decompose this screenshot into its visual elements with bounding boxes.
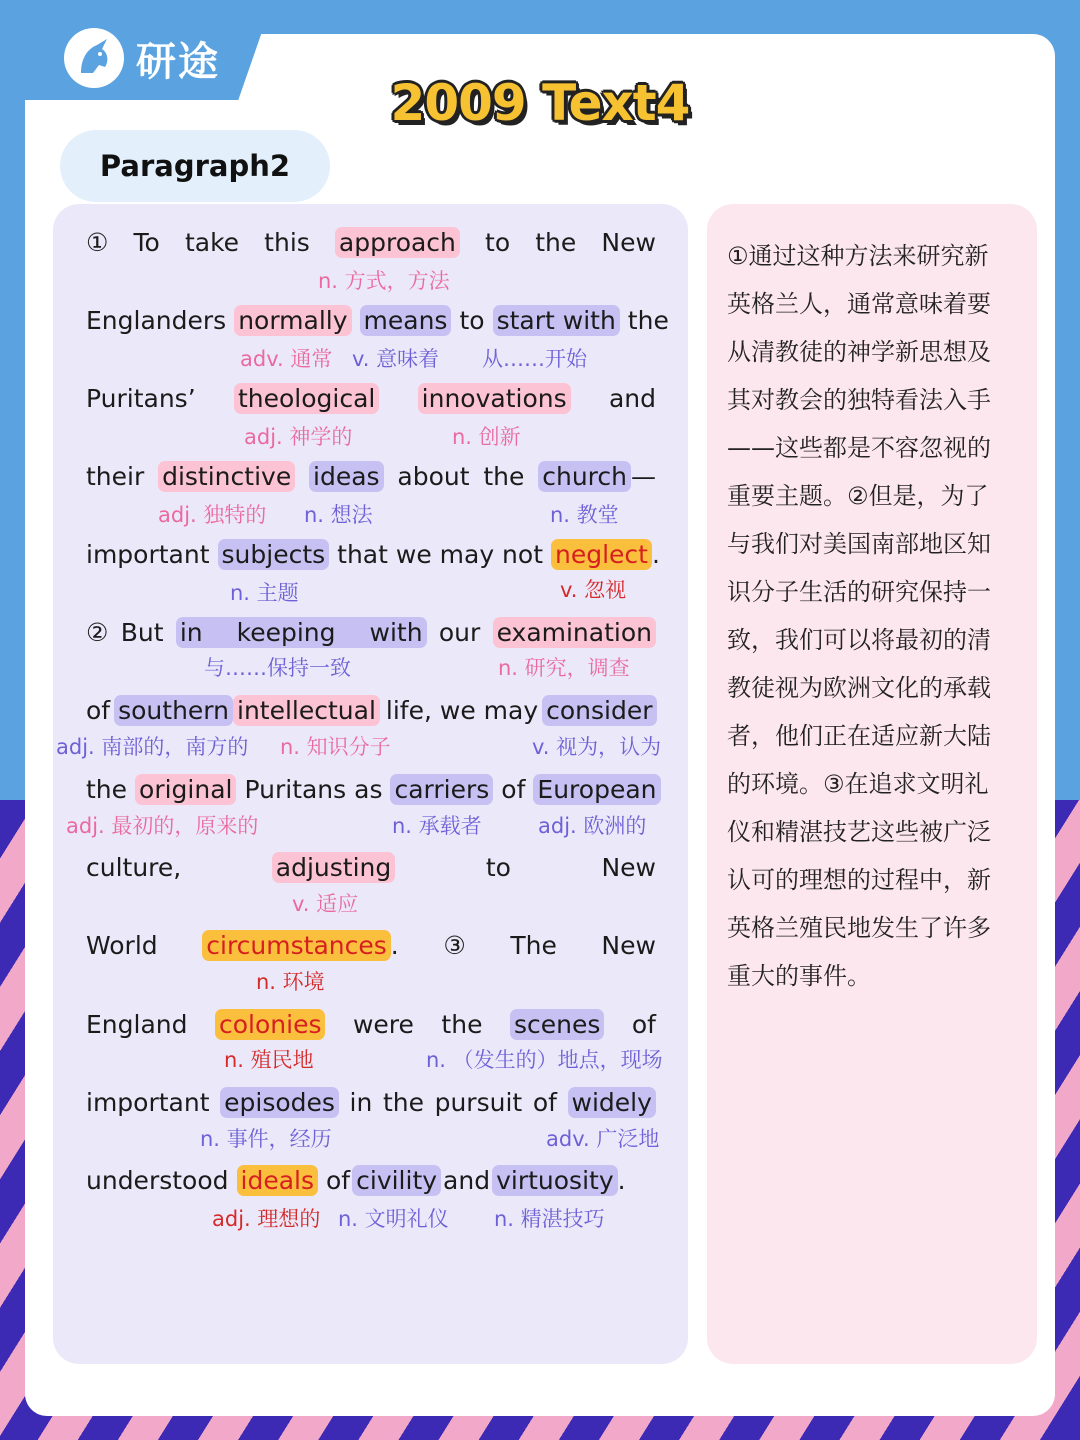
sentence-marker: ③ [443,930,466,960]
text-line-4 [86,454,656,498]
gloss-episodes: n. 事件，经历 [200,1127,332,1151]
word: to [459,305,485,335]
translation-line: 英格兰殖民地发生了许多 [727,914,991,942]
gloss-ideas: n. 想法 [304,503,373,527]
sentence-marker: ① [86,227,109,257]
translation-line: 重大的事件。 [727,962,871,990]
vocab-ideals: ideals [237,1165,319,1196]
vocab-episodes: episodes [220,1087,339,1118]
gloss-carriers: n. 承载者 [392,814,482,838]
word: the [535,227,577,257]
page-title: 2009 Text4 [390,74,690,132]
dash: — [631,461,656,491]
word: with [369,617,423,647]
gloss-normally: adv. 通常 [240,347,333,371]
translation-line: 者，他们正在适应新大陆 [727,722,991,750]
vocab-widely: widely [568,1087,656,1118]
word: the [86,774,128,804]
gloss-virtuosity: n. 精湛技巧 [494,1207,605,1231]
word: of [501,774,526,804]
word: New [601,930,656,960]
translation-line: 仪和精湛技艺这些被广泛 [727,818,991,846]
word: in [179,617,203,647]
vocab-church: church [538,461,631,492]
word: pursuit [434,1087,523,1117]
text-line-13 [86,1158,656,1202]
vocab-means: means [360,305,452,336]
vocab-scenes: scenes [510,1009,604,1040]
word: and [608,383,656,413]
paragraph-label: Paragraph2 [60,130,330,202]
text-line-12 [86,1080,656,1124]
gloss-southern: adj. 南部的，南方的 [56,735,249,759]
chinese-translation [727,232,1019,1000]
word: World [86,930,158,960]
gloss-theological: adj. 神学的 [244,425,353,449]
period: . [617,1165,626,1195]
word: their [86,461,145,491]
word: the [441,1009,483,1039]
text-line-11 [86,1002,656,1046]
word: important [86,1087,210,1117]
period: . [390,930,399,960]
word: this [264,227,310,257]
word: to [485,852,511,882]
gloss-adjusting: v. 适应 [292,892,359,916]
gloss-intellectual: n. 知识分子 [280,735,391,759]
vocab-approach: approach [335,227,460,258]
gloss-means: v. 意味着 [352,347,440,371]
word: take [184,227,240,257]
text-line-9 [86,845,656,889]
vocab-adjusting: adjusting [272,852,395,883]
text-line-3 [86,376,656,420]
word: understood [86,1165,229,1195]
vocab-intellectual: intellectual [233,695,380,726]
gloss-widely: adv. 广泛地 [546,1127,660,1151]
vocab-start-with: start with [493,305,620,336]
text-line-7 [86,688,656,732]
translation-line: 识分子生活的研究保持一 [727,578,991,606]
gloss-start-with: 从……开始 [482,347,587,371]
gloss-innovations: n. 创新 [452,425,521,449]
translation-line: 认可的理想的过程中，新 [727,866,991,894]
translation-line: ①通过这种方法来研究新 [727,242,989,270]
vocab-original: original [135,774,236,805]
word: that we may not [337,539,544,569]
word: the [382,1087,424,1117]
gloss-consider: v. 视为，认为 [532,735,662,759]
vocab-theological: theological [234,383,379,414]
gloss-scenes: n. （发生的）地点，现场 [426,1048,663,1072]
word: The [510,930,557,960]
text-line-1 [86,220,656,264]
translation-line: 英格兰人，通常意味着要 [727,290,991,318]
vocab-virtuosity: virtuosity [492,1165,618,1196]
word: life, we may [385,695,539,725]
translation-line: 教徒视为欧洲文化的承载 [727,674,991,702]
word: New [601,227,656,257]
word: England [86,1009,188,1039]
word: of [86,695,111,725]
vocab-circumstances: circumstances [202,930,391,961]
vocab-neglect: neglect [551,539,652,570]
vocab-in-keeping-with [176,617,427,648]
gloss-approach: n. 方式，方法 [318,269,450,293]
word: Puritans as [244,774,383,804]
text-line-6 [86,610,656,654]
text-line-5 [86,532,660,576]
gloss-neglect: v. 忽视 [560,578,627,602]
vocab-carriers: carriers [390,774,493,805]
vocab-normally: normally [234,305,351,336]
vocab-southern: southern [114,695,233,726]
word: important [86,539,210,569]
vocab-subjects: subjects [218,539,330,570]
word: and [443,1165,491,1195]
vocab-distinctive: distinctive [158,461,295,492]
vocab-european: European [533,774,660,805]
word: culture, [86,852,182,882]
word: the [627,305,669,335]
gloss-circumstances: n. 环境 [256,970,325,994]
word: But [120,617,164,647]
word: To [133,227,160,257]
sentence-marker: ② [86,617,109,647]
gloss-distinctive: adj. 独特的 [158,503,267,527]
text-line-10 [86,923,656,967]
text-line-8 [86,767,656,811]
word: of [532,1087,557,1117]
word: New [601,852,656,882]
translation-line: ——这些都是不容忽视的 [727,434,991,462]
text-line-2 [86,298,669,342]
translation-line: 与我们对美国南部地区知 [727,530,991,558]
word: to [485,227,511,257]
word: were [352,1009,414,1039]
translation-line: 其对教会的独特看法入手 [727,386,991,414]
vocab-examination: examination [493,617,656,648]
word: of [326,1165,351,1195]
vocab-colonies: colonies [215,1009,325,1040]
vocab-innovations: innovations [418,383,571,414]
vocab-civility: civility [352,1165,441,1196]
vocab-consider: consider [542,695,656,726]
gloss-examination: n. 研究，调查 [498,656,630,680]
gloss-original: adj. 最初的，原来的 [66,814,259,838]
gloss-in-keeping-with: 与……保持一致 [204,656,351,680]
word: the [483,461,525,491]
word: keeping [236,617,336,647]
brand-name: 研途 [136,38,220,85]
word: our [438,617,481,647]
gloss-ideals: adj. 理想的 [212,1207,321,1231]
vocab-ideas: ideas [309,461,384,492]
word: Puritans’ [86,383,196,413]
gloss-european: adj. 欧洲的 [538,814,647,838]
period: . [651,539,660,569]
word: about [397,461,470,491]
translation-line: 重要主题。②但是，为了 [727,482,989,510]
word: of [631,1009,656,1039]
translation-line: 致，我们可以将最初的清 [727,626,991,654]
word: Englanders [86,305,227,335]
translation-line: 的环境。③在追求文明礼 [727,770,989,798]
gloss-subjects: n. 主题 [230,581,299,605]
gloss-church: n. 教堂 [550,503,619,527]
translation-line: 从清教徒的神学新思想及 [727,338,991,366]
word: in [349,1087,373,1117]
gloss-colonies: n. 殖民地 [224,1048,314,1072]
gloss-civility: n. 文明礼仪 [338,1207,449,1231]
